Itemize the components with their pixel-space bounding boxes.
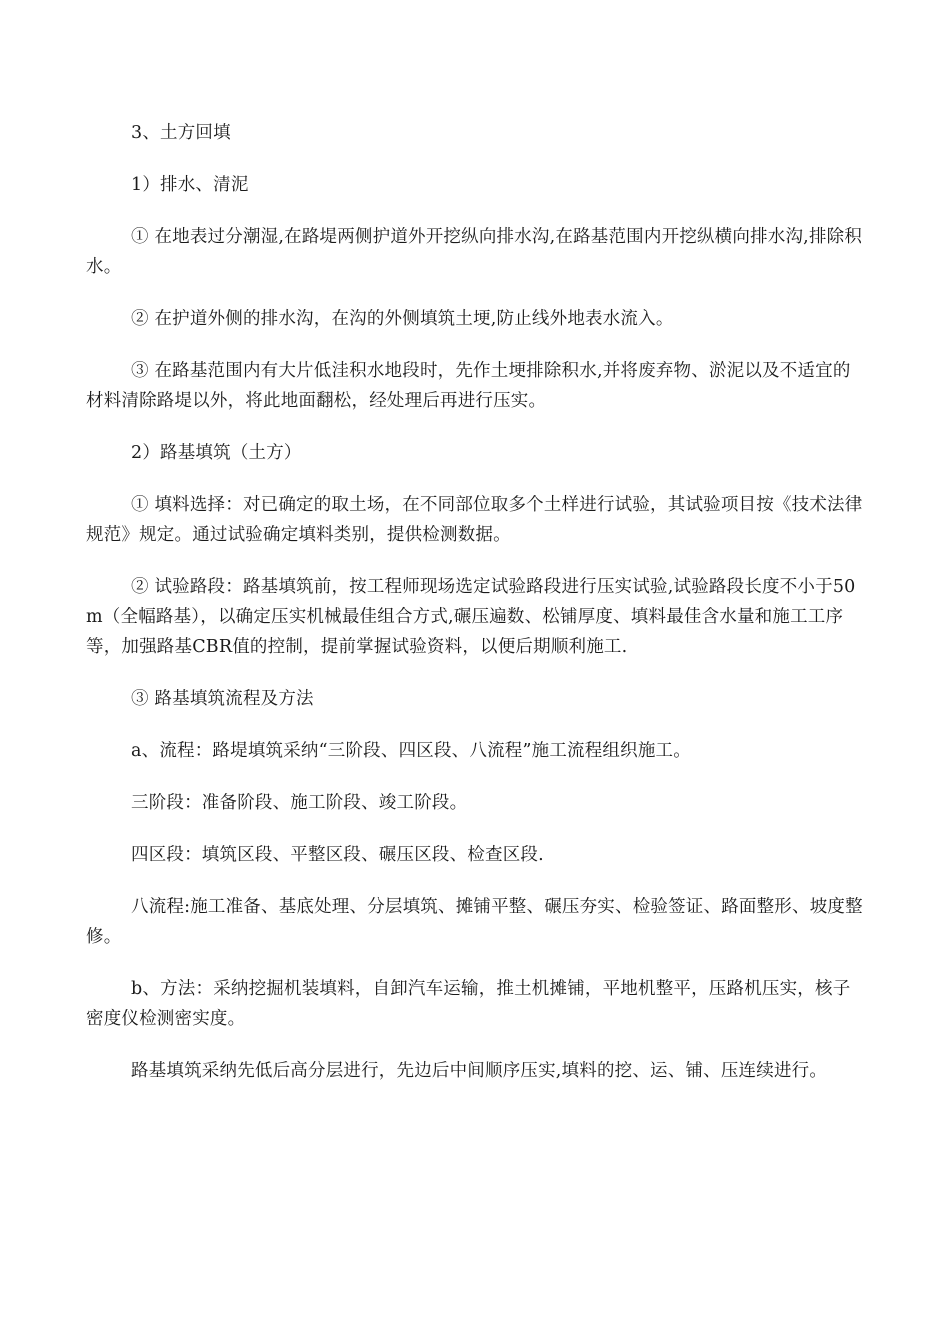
paragraph-drainage-item-2: ② 在护道外侧的排水沟，在沟的外侧填筑土埂,防止线外地表水流入。 [131, 309, 674, 329]
paragraph-eight-steps: 八流程:施工准备、基底处理、分层填筑、摊铺平整、碾压夯实、检验签证、路面整形、坡度整修。 [86, 897, 863, 947]
subsection-heading-subgrade-filling: 2）路基填筑（土方） [131, 443, 302, 463]
paragraph-drainage-item-1: ① 在地表过分潮湿,在路堤两侧护道外开挖纵向排水沟,在路基范围内开挖纵横向排水沟,排除积水。 [86, 227, 863, 277]
paragraph-three-stages: 三阶段：准备阶段、施工阶段、竣工阶段。 [131, 793, 468, 813]
section-heading-earthwork-backfill: 3、土方回填 [131, 123, 231, 143]
paragraph-layered-filling: 路基填筑采纳先低后高分层进行，先边后中间顺序压实,填料的挖、运、铺、压连续进行。 [131, 1061, 828, 1081]
paragraph-four-zones: 四区段：填筑区段、平整区段、碾压区段、检查区段. [131, 845, 544, 865]
paragraph-fill-selection: ① 填料选择：对已确定的取土场，在不同部位取多个土样进行试验，其试验项目按《技术法律规范》规定。通过试验确定填料类别，提供检测数据。 [86, 495, 863, 545]
paragraph-drainage-item-3: ③ 在路基范围内有大片低洼积水地段时，先作土埂排除积水,并将废弃物、淤泥以及不适宜的材料清除路堤以外，将此地面翻松，经处理后再进行压实。 [86, 361, 851, 411]
paragraph-process-flow: a、流程：路堤填筑采纳“三阶段、四区段、八流程”施工流程组织施工。 [131, 741, 691, 761]
paragraph-test-section: ② 试验路段：路基填筑前，按工程师现场选定试验路段进行压实试验,试验路段长度不小于50m（全幅路基），以确定压实机械最佳组合方式,碾压遍数、松铺厚度、填料最佳含水量和施工工序等，加强路基CBR值的控制，提前掌握试验资料，以便后期顺利施工. [86, 577, 856, 657]
paragraph-method: b、方法：采纳挖掘机装填料，自卸汽车运输，推土机摊铺，平地机整平，压路机压实，核子密度仪检测密实度。 [86, 979, 851, 1029]
paragraph-process-heading: ③ 路基填筑流程及方法 [131, 689, 314, 709]
document-body [86, 118, 864, 1108]
subsection-heading-drainage: 1）排水、清泥 [131, 175, 249, 195]
